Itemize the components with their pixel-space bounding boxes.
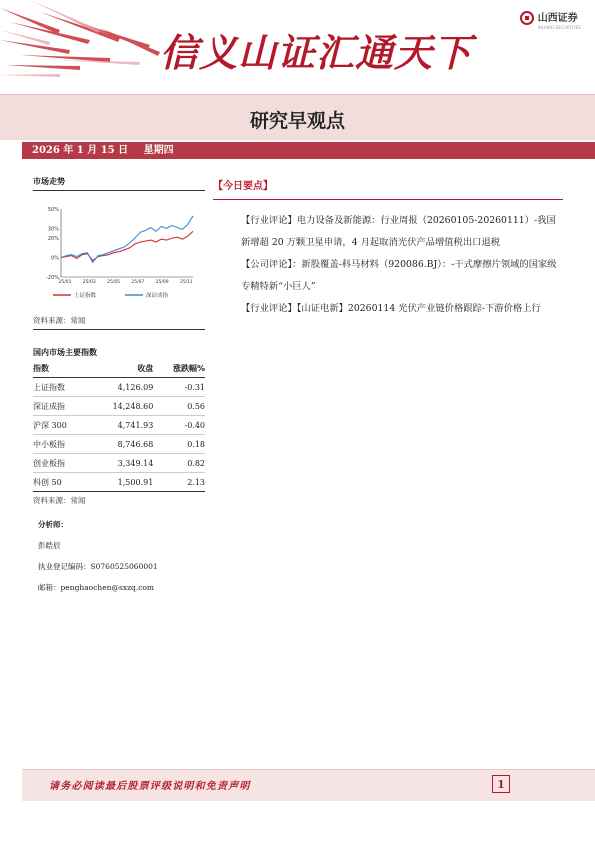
footer-disclaimer: 请务必阅读最后股票评级说明和免责声明	[49, 781, 251, 792]
index-close: 14,248.60	[88, 397, 154, 416]
y-tick-label: 20%	[47, 236, 59, 243]
list-item: 【公司评论】：新股覆盖-科马材料（920086.BJ）：-干式摩擦片领域的国家级专精特新“小巨人”	[241, 259, 557, 292]
market-trend-title: 市场走势	[33, 176, 205, 191]
today-title: 【今日要点】	[213, 177, 563, 200]
index-name: 上证指数	[33, 378, 88, 397]
index-change: -0.40	[153, 416, 205, 435]
logo-subtitle: SHANXI SECURITIES	[537, 25, 581, 30]
header-banner	[0, 0, 595, 95]
indices-source: 资料来源：常闻	[33, 491, 205, 506]
index-change: 0.56	[153, 397, 205, 416]
indices-table	[33, 360, 205, 491]
y-tick-label: -20%	[46, 275, 59, 281]
logo-icon	[520, 11, 534, 25]
series-line	[61, 231, 193, 260]
analyst-label: 分析师：	[38, 520, 68, 529]
col-change: 涨跌幅%	[153, 360, 205, 378]
table-row	[33, 378, 205, 397]
list-item: 【行业评论】【山证电新】20260114 光伏产业链价格跟踪-下游价格上行	[241, 303, 541, 314]
index-name: 中小板指	[33, 435, 88, 454]
analyst-email[interactable]: 邮箱：penghaochen@sxzq.com	[38, 583, 155, 592]
index-close: 4,741.93	[88, 416, 154, 435]
left-column	[33, 176, 205, 598]
market-trend-chart	[33, 201, 205, 309]
indices-title: 国内市场主要指数	[33, 348, 97, 357]
index-change: 2.13	[187, 477, 205, 487]
y-tick-label: 50%	[47, 207, 59, 213]
company-logo	[520, 6, 581, 30]
today-items	[213, 210, 563, 320]
index-name: 深证成指	[33, 397, 88, 416]
y-tick-label: 0%	[51, 255, 59, 262]
table-row	[33, 454, 205, 473]
index-name: 科创 50	[33, 477, 62, 487]
logo-name: 山西证券	[537, 13, 578, 24]
legend-label: 上证指数	[74, 293, 97, 299]
table-row	[33, 416, 205, 435]
index-change: 0.82	[153, 454, 205, 473]
y-tick-label: 30%	[47, 226, 59, 233]
table-row	[33, 435, 205, 454]
col-close: 收盘	[88, 360, 154, 378]
list-item: 【行业评论】电力设备及新能源：行业周报（20260105-20260111）-我国新增超 20 万颗卫星申请，4 月起取消光伏产品增值税出口退税	[241, 215, 556, 248]
index-close: 4,126.09	[88, 378, 154, 397]
index-name: 创业板指	[33, 454, 88, 473]
index-close: 8,746.68	[88, 435, 154, 454]
x-tick-label: 25/05	[107, 280, 121, 285]
chart-source: 资料来源：常闻	[33, 315, 205, 330]
page-number: 1	[492, 775, 510, 793]
table-row	[33, 473, 205, 492]
slogan: 信义山证汇通天下	[160, 31, 473, 75]
index-change: -0.31	[153, 378, 205, 397]
right-column	[213, 177, 563, 320]
x-tick-label: 25/11	[179, 280, 193, 285]
x-tick-label: 25/07	[131, 280, 145, 285]
col-index: 指数	[33, 360, 88, 378]
x-tick-label: 25/09	[155, 280, 169, 285]
date-bar	[22, 142, 595, 159]
page-title: 研究早观点	[249, 110, 345, 132]
legend-label: 深证成指	[146, 293, 169, 299]
index-change: 0.18	[153, 435, 205, 454]
x-tick-label: 25/03	[82, 280, 96, 285]
table-header-row	[33, 360, 205, 378]
chart-svg	[33, 201, 205, 309]
report-date: 2026 年 1 月 15 日	[32, 145, 129, 156]
index-close: 3,349.14	[88, 454, 154, 473]
index-name: 沪深 300	[33, 416, 88, 435]
x-tick-label: 25/01	[58, 280, 72, 285]
index-close: 1,500.91	[117, 477, 154, 487]
analyst-license: 执业登记编码：S0760525060001	[38, 562, 158, 571]
report-weekday: 星期四	[143, 145, 174, 156]
analyst-block	[33, 514, 205, 598]
analyst-name: 彭皓辰	[38, 541, 61, 550]
table-row	[33, 397, 205, 416]
